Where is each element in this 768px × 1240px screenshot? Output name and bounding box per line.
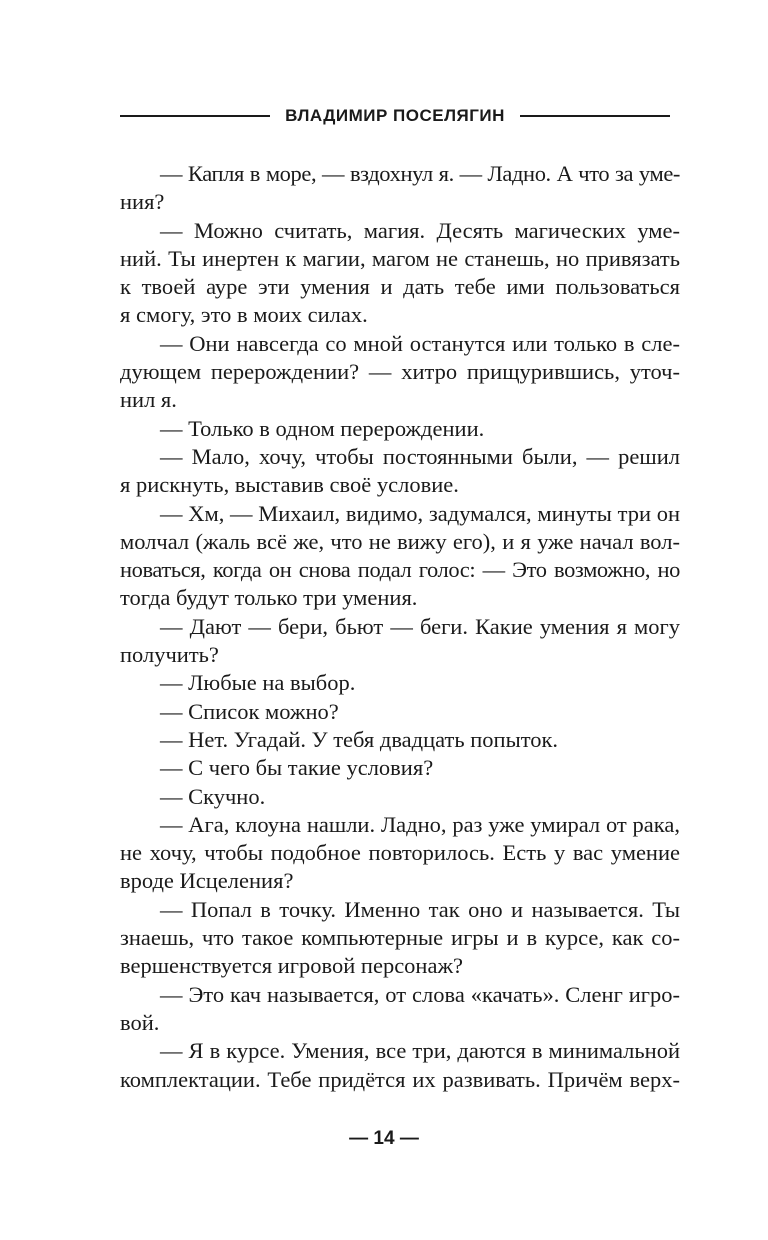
text-line: — Можно считать, магия. Десять магических уме- [160,217,680,243]
page-body-text [120,160,680,1094]
text-line: комплектации. Тебе придётся их развивать. Причём верх- [120,1066,680,1092]
text-line: — Любые на выбор. [160,670,356,696]
text-line: — Нет. Угадай. У тебя двадцать попыток. [160,726,559,752]
text-line: я смогу, это в моих силах. [120,302,368,328]
text-line: — Капля в море, — вздохнул я. — Ладно. А что за уме- [160,161,680,186]
text-line: — Это кач называется, от слова «качать». Сленг игро- [160,981,680,1007]
text-line: новаться, когда он снова подал голос: — Это возможно, но [120,557,680,583]
text-line: не хочу, чтобы подобное повторилось. Есть у вас умение [120,840,680,866]
text-line: вершенствуется игровой персонаж? [120,953,463,979]
running-header [120,104,670,128]
text-line: к твоей ауре эти умения и дать тебе ими пользоваться [120,274,680,300]
text-line: нил я. [120,387,177,413]
text-line: — Скучно. [160,783,266,809]
text-line: я рискнуть, выставив своё условие. [120,472,459,498]
text-line: дующем перерождении? — хитро прищурившись, уточ- [120,359,680,385]
text-line: молчал (жаль всё же, что не вижу его), и я уже начал вол- [120,528,680,554]
text-line: — Они навсегда со мной останутся или только в сле- [160,330,680,356]
text-line: — Мало, хочу, чтобы постоянными были, — решил [160,443,680,469]
header-rule-right [520,115,670,117]
text-line: — Я в курсе. Умения, все три, даются в минимальной [160,1038,680,1064]
text-line: тогда будут только три умения. [120,585,418,611]
text-line: — Хм, — Михаил, видимо, задумался, минуты три он [160,500,680,526]
text-line: вой. [120,1009,160,1035]
text-line: вроде Исцеления? [120,868,294,894]
text-line: получить? [120,642,219,668]
author-name: ВЛАДИМИР ПОСЕЛЯГИН [285,106,505,125]
page-number: — 14 — [349,1128,419,1149]
text-line: — Только в одном перерождении. [160,415,485,441]
text-line: ний. Ты инертен к магии, магом не станешь, но привязать [120,245,680,271]
text-line: — Дают — бери, бьют — беги. Какие умения я могу [160,613,680,639]
text-line: ния? [120,189,165,215]
header-rule-left [120,115,270,117]
text-line: — Ага, клоуна нашли. Ладно, раз уже умирал от рака, [160,811,680,837]
text-line: — Попал в точку. Именно так оно и называется. Ты [160,896,680,922]
text-line: знаешь, что такое компьютерные игры и в курсе, как со- [120,925,680,951]
text-line: — Список можно? [160,698,339,724]
text-line: — С чего бы такие условия? [160,755,434,781]
